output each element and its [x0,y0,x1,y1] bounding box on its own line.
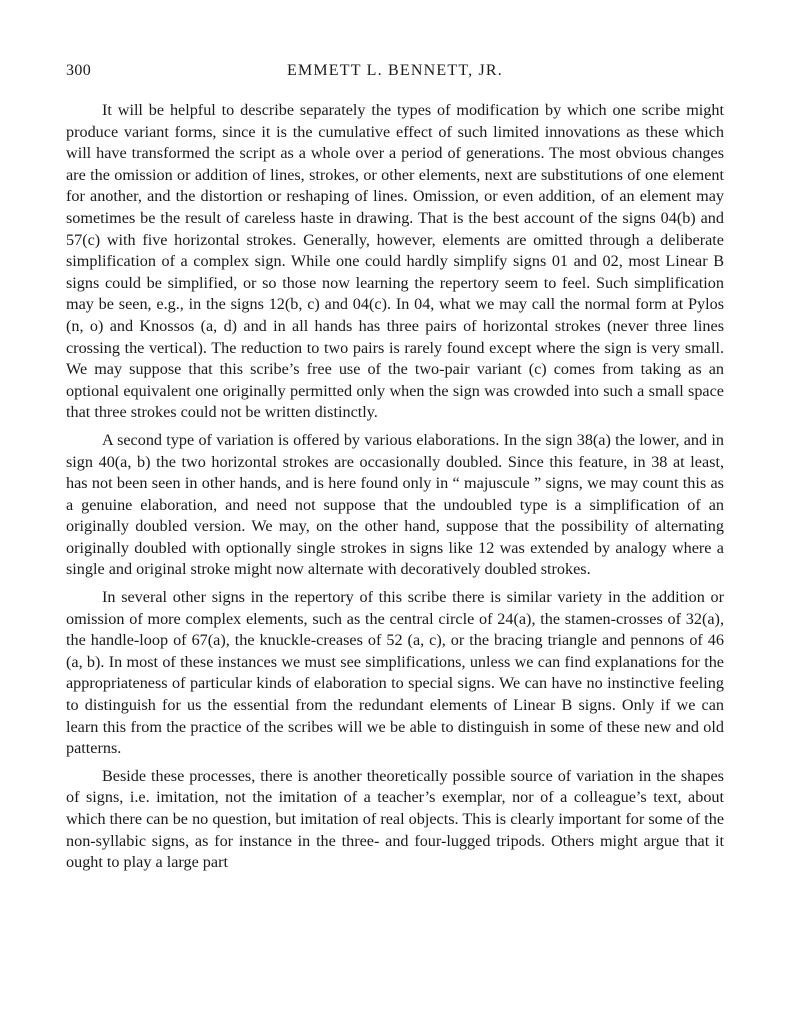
running-title: EMMETT L. BENNETT, JR. [286,62,504,79]
paragraph-2: A second type of variation is offered by various elaborations. In the sign 38(a) the lower, and in sign 40(a, b) the two horizontal strokes are occasionally doubled. Since this feature, in 38 at least, has not been seen in other hands, and is here found only in “ majuscule ” signs, we may count this as a genuine elaboration, and need not suppose that the undoubled type is a simplification of an originally doubled version. We may, on the other hand, suppose that the possibility of alternating originally doubled with optionally single strokes in signs like 12 was extended by analogy where a single and original stroke might now alternate with decoratively doubled strokes. [66,430,724,579]
paragraph-1: It will be helpful to describe separately the types of modification by which one scribe might produce variant forms, since it is the cumulative effect of such limited innovations as these which will have transformed the script as a whole over a period of generations. The most obvious changes are the omission or addition of lines, strokes, or other elements, next are substitutions of one element for another, and the distortion or reshaping of lines. Omission, or even addition, of an element may sometimes be the result of careless haste in drawing. That is the best account of the signs 04(b) and 57(c) with five horizontal strokes. Generally, however, elements are omitted through a deliberate simplification of a complex sign. While one could hardly simplify signs 01 and 02, most Linear B signs could be simplified, or so those now learning the repertory seem to feel. Such simplification may be seen, e.g., in the signs 12(b, c) and 04(c). In 04, what we may call the normal form at Pylos (n, o) and Knossos (a, d) and in all hands has three pairs of horizontal strokes (never three lines crossing the vertical). The reduction to two pairs is rarely found except where the sign is very small. We may suppose that this scribe’s free use of the two-pair variant (c) comes from taking as an optional equivalent one originally permitted only when the sign was crowded into such a small space that three strokes could not be written distinctly. [66,101,724,422]
paragraph-4: Beside these processes, there is another theoretically possible source of variation in the shapes of signs, i.e. imitation, not the imitation of a teacher’s exemplar, nor of a colleague’s text, about which there can be no question, but imitation of real objects. This is clearly important for some of the non-syllabic signs, as for instance in the three- and four-lugged tripods. Others might argue that it ought to play a large part [66,766,724,872]
running-head [66,62,724,88]
body-text [66,100,724,874]
paragraph-3: In several other signs in the repertory of this scribe there is similar variety in the addition or omission of more complex elements, such as the central circle of 24(a), the stamen-crosses of 32(a), the handle-loop of 67(a), the knuckle-creases of 52 (a, c), or the bracing triangle and pennons of 46 (a, b). In most of these instances we must see simplifications, unless we can find explanations for the appropriateness of particular kinds of elaboration to special signs. We can have no instinctive feeling to distinguish for us the essential from the redundant elements of Linear B signs. Only if we can learn this from the practice of the scribes will we be able to distinguish in some of these new and old patterns. [66,588,724,758]
page-number: 300 [66,62,92,79]
page [66,62,724,880]
